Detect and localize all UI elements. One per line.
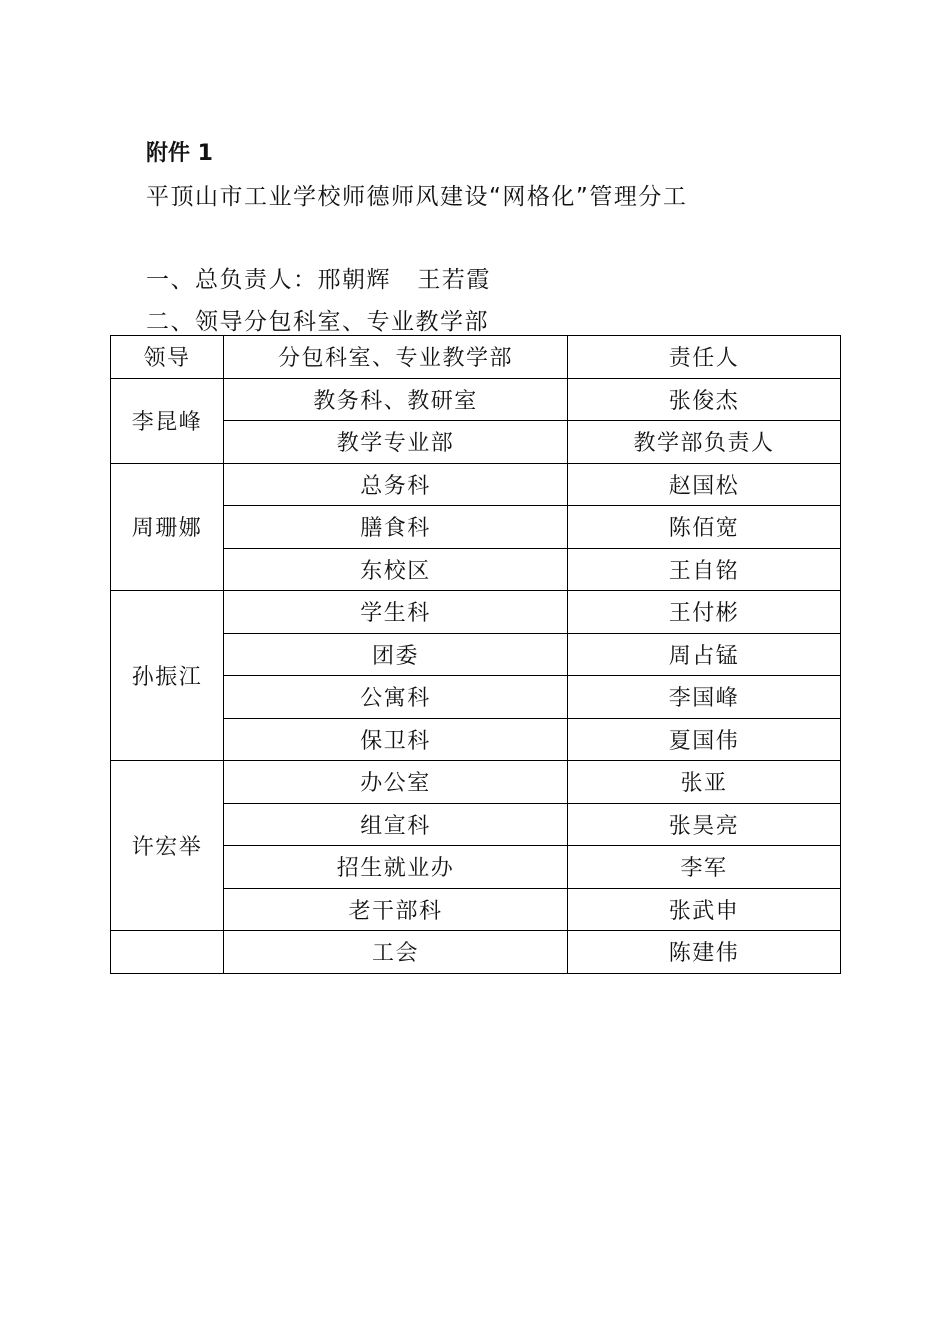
- department-cell: 膳食科: [224, 506, 568, 549]
- assignment-table: [110, 335, 841, 974]
- responsible-cell: 陈佰宽: [568, 506, 841, 549]
- responsible-cell: 张俊杰: [568, 378, 841, 421]
- department-cell: 办公室: [224, 761, 568, 804]
- department-cell: 教学专业部: [224, 421, 568, 464]
- table-row: [111, 591, 841, 634]
- department-cell: 组宣科: [224, 803, 568, 846]
- department-cell: 团委: [224, 633, 568, 676]
- leader-cell: 李昆峰: [111, 378, 224, 463]
- table-row: [111, 463, 841, 506]
- leader-cell-empty: [111, 931, 224, 974]
- leader-cell: 孙振江: [111, 591, 224, 761]
- table-row: [111, 761, 841, 804]
- leader-cell: 许宏举: [111, 761, 224, 931]
- responsible-cell: 李国峰: [568, 676, 841, 719]
- responsible-cell: 张亚: [568, 761, 841, 804]
- responsible-cell: 王付彬: [568, 591, 841, 634]
- responsible-cell: 李军: [568, 846, 841, 889]
- responsible-cell: 王自铭: [568, 548, 841, 591]
- table-row: [111, 931, 841, 974]
- responsible-cell: 陈建伟: [568, 931, 841, 974]
- document-title: 平顶山市工业学校师德师风建设“网格化”管理分工: [146, 184, 688, 210]
- attachment-label: 附件 1: [146, 141, 213, 166]
- department-cell: 招生就业办: [224, 846, 568, 889]
- section-heading: 二、领导分包科室、专业教学部: [146, 309, 489, 335]
- department-cell: 总务科: [224, 463, 568, 506]
- header-leader: 领导: [111, 336, 224, 379]
- department-cell: 公寓科: [224, 676, 568, 719]
- department-cell: 教务科、教研室: [224, 378, 568, 421]
- department-cell: 学生科: [224, 591, 568, 634]
- department-cell: 老干部科: [224, 888, 568, 931]
- responsible-cell: 张昊亮: [568, 803, 841, 846]
- table-header-row: [111, 336, 841, 379]
- header-responsible: 责任人: [568, 336, 841, 379]
- responsible-cell: 张武申: [568, 888, 841, 931]
- department-cell: 东校区: [224, 548, 568, 591]
- department-cell: 保卫科: [224, 718, 568, 761]
- responsible-cell: 赵国松: [568, 463, 841, 506]
- department-cell: 工会: [224, 931, 568, 974]
- responsible-cell: 夏国伟: [568, 718, 841, 761]
- general-leaders-line: 一、总负责人：邢朝辉 王若霞: [146, 267, 491, 293]
- header-department: 分包科室、专业教学部: [224, 336, 568, 379]
- table-row: [111, 378, 841, 421]
- responsible-cell: 教学部负责人: [568, 421, 841, 464]
- leader-cell: 周珊娜: [111, 463, 224, 591]
- responsible-cell: 周占锰: [568, 633, 841, 676]
